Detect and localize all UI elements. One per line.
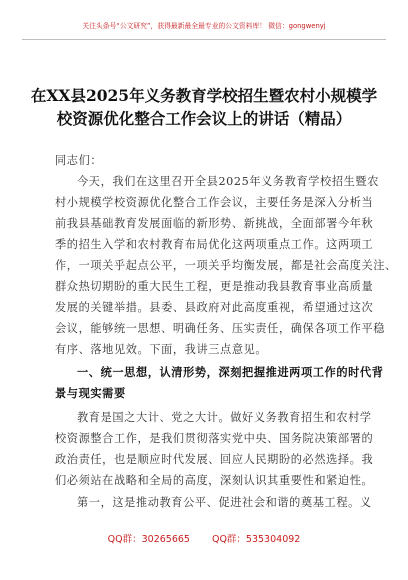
body-line: 们必须站在战略和全局的高度，深刻认识其重要性和紧迫性。	[55, 474, 374, 487]
body-line: 作，一项关乎起点公平，一项关乎均衡发展，都是社会高度关注、	[55, 259, 397, 272]
footer-qq-group-2: QQ群：535304092	[211, 534, 301, 545]
document-title-line-1: 在XX县2025年义务教育学校招生暨农村小规模学	[30, 86, 378, 105]
section-heading-line-2: 景与现实需要	[55, 386, 126, 400]
body-line: 前我县基础教育发展面临的新形势、新挑战，全面部署今年秋	[55, 217, 374, 230]
salutation: 同志们：	[55, 154, 103, 167]
body-line: 发展的关键举措。县委、县政府对此高度重视，希望通过这次	[55, 301, 374, 314]
body-line: 会议，能够统一思想、明确任务、压实责任，确保各项工作平稳	[55, 322, 386, 335]
body-line: 季的招生入学和农村教育布局优化这两项重点工作。这两项工	[55, 238, 374, 251]
header-divider	[22, 39, 386, 40]
body-line: 校资源整合工作，是我们贯彻落实党中央、国务院决策部署的	[55, 432, 374, 445]
header-banner: 关注头条号“公文研究”，获得最新最全最专业的公文资料库！ 微信：gongwenyj	[82, 22, 326, 30]
body-line: 第一，这是推动教育公平、促进社会和谐的奠基工程。义	[77, 496, 372, 509]
document-title-line-2: 校资源优化整合工作会议上的讲话（精品）	[56, 109, 352, 128]
body-line: 教育是国之大计、党之大计。做好义务教育招生和农村学	[77, 411, 372, 424]
footer	[0, 531, 408, 545]
body-line: 村小规模学校资源优化整合工作会议，主要任务是深入分析当	[55, 196, 374, 209]
body-line: 有序、落地见效。下面，我讲三点意见。	[55, 343, 268, 356]
body-line: 群众热切期盼的重大民生工程，更是推动我县教育事业高质量	[55, 280, 374, 293]
section-heading-line-1: 一、统一思想，认清形势，深刻把握推进两项工作的时代背	[77, 365, 384, 379]
body-line: 今天，我们在这里召开全县2025年义务教育学校招生暨农	[77, 175, 379, 188]
footer-qq-group-1: QQ群：30265665	[107, 534, 190, 545]
body-line: 政治责任，也是顺应时代发展、回应人民期盼的必然选择。我	[55, 453, 374, 466]
